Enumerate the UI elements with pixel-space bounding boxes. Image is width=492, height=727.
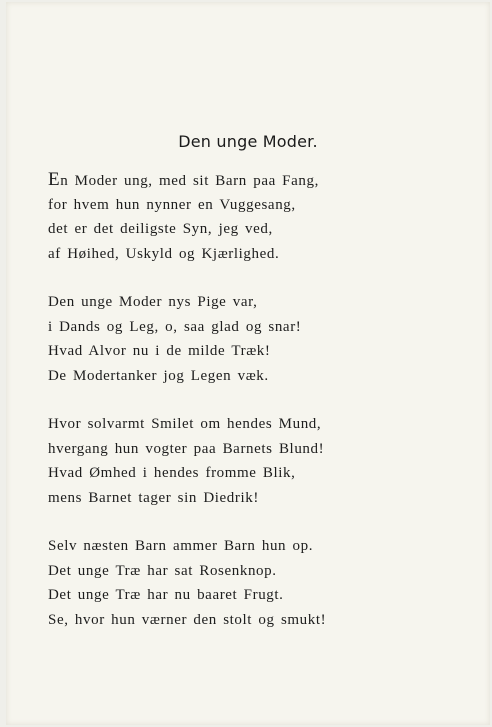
poem-line: Hvad Alvor nu i de milde Træk!: [48, 343, 271, 359]
poem-line: Det unge Træ har nu baaret Frugt.: [48, 587, 284, 603]
poem-line: En Moder ung, med sit Barn paa Fang,: [48, 169, 319, 190]
stanza-4: [48, 534, 488, 632]
poem-line: for hvem hun nynner en Vuggesang,: [48, 196, 296, 213]
poem-line: Den unge Moder nys Pige var,: [48, 294, 258, 310]
poem-line: hvergang hun vogter paa Barnets Blund!: [48, 440, 325, 457]
stanza-2: [48, 290, 488, 388]
poem-line: mens Barnet tager sin Diedrik!: [48, 489, 259, 506]
poem-line: i Dands og Leg, o, saa glad og snar!: [48, 318, 302, 335]
poem-line: De Modertanker jog Legen væk.: [48, 367, 269, 384]
book-page: [6, 2, 490, 725]
poem-line: Det unge Træ har sat Rosenknop.: [48, 562, 277, 579]
poem-body: [48, 168, 488, 656]
poem-line: Hvor solvarmt Smilet om hendes Mund,: [48, 416, 322, 432]
poem-line: af Høihed, Uskyld og Kjærlighed.: [48, 245, 280, 262]
poem-line: Hvad Ømhed i hendes fromme Blik,: [48, 465, 296, 481]
poem-title: Den unge Moder.: [178, 132, 318, 151]
poem-line: Selv næsten Barn ammer Barn hun op.: [48, 538, 314, 554]
stanza-1: [48, 168, 488, 266]
stanza-3: [48, 412, 488, 510]
poem-line: det er det deiligste Syn, jeg ved,: [48, 221, 273, 237]
poem-line: Se, hvor hun værner den stolt og smukt!: [48, 611, 327, 628]
